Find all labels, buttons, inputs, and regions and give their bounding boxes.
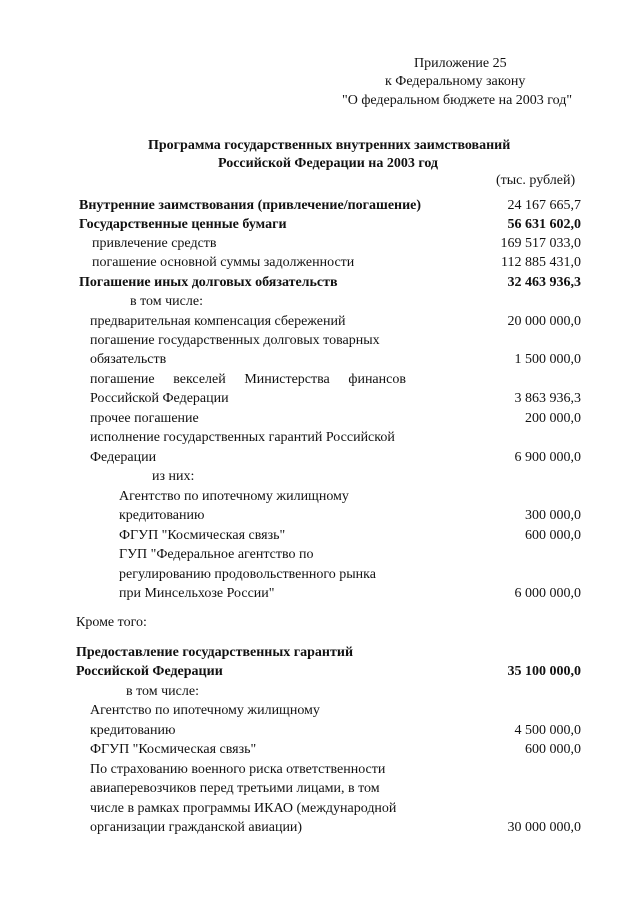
units-label: (тыс. рублей)	[496, 173, 576, 188]
row-label: Погашение иных долговых обязательств	[79, 275, 338, 290]
row-value: 169 517 033,0	[500, 236, 581, 251]
row-label: предварительная компенсация сбережений	[90, 314, 346, 329]
row-label: ФГУП "Космическая связь"	[119, 528, 286, 543]
moreover-label: Кроме того:	[76, 615, 147, 630]
row-label-word: Министерства	[244, 372, 330, 387]
title-line-2: Российской Федерации на 2003 год	[218, 156, 439, 171]
row-label-continued: Российской Федерации	[90, 391, 229, 406]
including-label: в том числе:	[130, 294, 203, 309]
including-label: в том числе:	[126, 684, 199, 699]
row-value: 6 000 000,0	[514, 586, 581, 601]
row-value: 600 000,0	[525, 528, 581, 543]
row-value: 35 100 000,0	[507, 664, 581, 679]
row-label-continued: регулированию продовольственного рынка	[119, 567, 376, 582]
row-label: прочее погашение	[90, 411, 199, 426]
row-label: Агентство по ипотечному жилищному	[119, 489, 349, 504]
row-label-continued: Российской Федерации	[76, 664, 223, 679]
row-label: погашение государственных долговых товарных	[90, 333, 380, 348]
row-value: 112 885 431,0	[501, 255, 581, 270]
row-label-continued: авиаперевозчиков перед третьими лицами, в том	[90, 781, 380, 796]
row-value: 300 000,0	[525, 508, 581, 523]
row-label-continued: Федерации	[90, 450, 157, 465]
row-value: 4 500 000,0	[514, 723, 581, 738]
appendix-law-ref: к Федеральному закону	[385, 74, 526, 89]
row-label: Предоставление государственных гарантий	[76, 645, 354, 660]
row-value: 56 631 602,0	[507, 217, 581, 232]
appendix-number: Приложение 25	[414, 56, 507, 71]
row-label-continued: числе в рамках программы ИКАО (международной	[90, 801, 397, 816]
row-value: 1 500 000,0	[514, 352, 581, 367]
row-label: Государственные ценные бумаги	[79, 217, 287, 232]
row-label-word: погашение	[90, 372, 155, 387]
row-label-continued: при Минсельхозе России"	[119, 586, 275, 601]
row-value: 3 863 936,3	[514, 391, 581, 406]
row-value: 30 000 000,0	[507, 820, 581, 835]
row-label-continued: кредитованию	[90, 723, 176, 738]
row-label: ГУП "Федеральное агентство по	[119, 547, 314, 562]
row-label-word: финансов	[348, 372, 406, 387]
row-label: ФГУП "Космическая связь"	[90, 742, 257, 757]
row-value: 24 167 665,7	[507, 198, 581, 213]
row-label: привлечение средств	[92, 236, 217, 251]
row-label: Внутренние заимствования (привлечение/погашение)	[79, 198, 422, 213]
row-label: исполнение государственных гарантий Российской	[90, 430, 395, 445]
row-value: 600 000,0	[525, 742, 581, 757]
row-value: 200 000,0	[525, 411, 581, 426]
row-value: 32 463 936,3	[507, 275, 581, 290]
row-label-continued: кредитованию	[119, 508, 205, 523]
title-line-1: Программа государственных внутренних заимствований	[148, 138, 511, 153]
row-value: 20 000 000,0	[507, 314, 581, 329]
row-label-continued: организации гражданской авиации)	[90, 820, 303, 835]
row-label: Агентство по ипотечному жилищному	[90, 703, 320, 718]
row-value: 6 900 000,0	[514, 450, 581, 465]
row-label: По страхованию военного риска ответственности	[90, 762, 386, 777]
row-label	[90, 373, 406, 387]
row-label-word: векселей	[173, 372, 226, 387]
appendix-law-title: "О федеральном бюджете на 2003 год"	[342, 93, 573, 108]
row-label-continued: обязательств	[90, 352, 167, 367]
of-which-label: из них:	[152, 469, 195, 484]
row-label: погашение основной суммы задолженности	[92, 255, 355, 270]
